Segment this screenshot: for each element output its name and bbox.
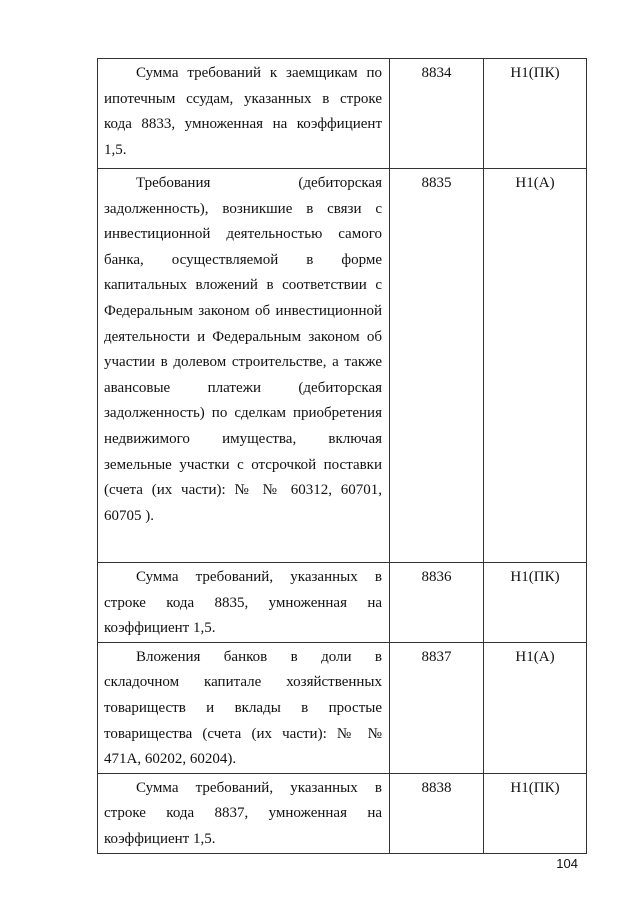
row-description-cell — [98, 169, 390, 563]
row-description: Сумма требований, указанных в строке кода 8837, умноженная на коэффициент 1,5. — [104, 779, 382, 847]
row-code: 8834 — [390, 59, 484, 169]
row-norm: Н1(А) — [484, 169, 587, 563]
row-description-cell — [98, 773, 390, 853]
row-norm: Н1(ПК) — [484, 773, 587, 853]
row-code: 8837 — [390, 642, 484, 773]
row-code: 8836 — [390, 563, 484, 643]
row-norm: Н1(ПК) — [484, 563, 587, 643]
row-norm: Н1(ПК) — [484, 59, 587, 169]
requirements-table — [97, 58, 587, 854]
row-description-cell — [98, 563, 390, 643]
row-code: 8835 — [390, 169, 484, 563]
row-description-cell — [98, 642, 390, 773]
table-row — [98, 563, 587, 643]
table-row — [98, 642, 587, 773]
row-description: Вложения банков в доли в складочном капитале хозяйственных товариществ и вклады в простые товарищества (счета (их части): № № 471А, 60202, 60204). — [104, 648, 382, 768]
row-description: Требования (дебиторская задолженность), возникшие в связи с инвестиционной деятельностью самого банка, осуществляемой в форме капитальных вложений в соответствии с Федеральным законом об инвестиционной деятельности и Федеральным законом об участии в долевом строительстве, а также авансовые платежи (дебиторская задолженность) по сделкам приобретения недвижимого имущества, включая земельные участки с отсрочкой поставки (счета (их части): № № 60312, 60701, 60705 ). — [104, 175, 382, 524]
page-number: 104 — [556, 856, 578, 871]
row-description: Сумма требований, указанных в строке кода 8835, умноженная на коэффициент 1,5. — [104, 569, 382, 637]
table-row — [98, 169, 587, 563]
row-norm: Н1(А) — [484, 642, 587, 773]
row-code: 8838 — [390, 773, 484, 853]
row-description-cell — [98, 59, 390, 169]
table-row — [98, 773, 587, 853]
table-row — [98, 59, 587, 169]
row-description: Сумма требований к заемщикам по ипотечным ссудам, указанных в строке кода 8833, умноженная на коэффициент 1,5. — [104, 65, 382, 158]
